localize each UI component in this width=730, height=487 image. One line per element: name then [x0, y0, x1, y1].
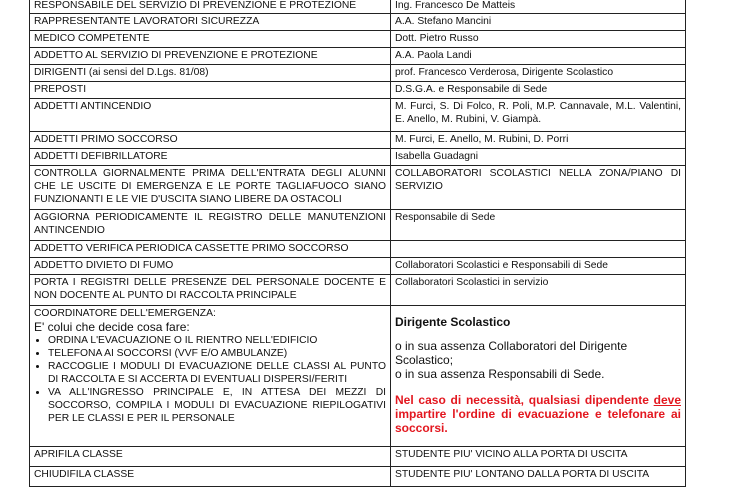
coordinator-row: [30, 306, 686, 447]
role-cell: MEDICO COMPETENTE: [30, 31, 391, 48]
coordinator-task: • RACCOGLIE I MODULI DI EVACUAZIONE DELLE CLASSI AL PUNTO DI RACCOLTA E SI ACCERTA DI EVENTUALI DISPERSI/FERITI: [48, 360, 386, 386]
person-cell: Collaboratori Scolastici in servizio: [391, 275, 686, 306]
table-row: [30, 99, 686, 132]
table-row: [30, 275, 686, 306]
role-cell: CHIUDIFILA CLASSE: [30, 467, 391, 487]
table-row: [30, 65, 686, 82]
coordinator-task-list: [34, 334, 386, 425]
role-cell: AGGIORNA PERIODICAMENTE IL REGISTRO DELLE MANUTENZIONI ANTINCENDIO: [30, 210, 391, 241]
table-row: [30, 467, 686, 487]
coordinator-task: • ORDINA L'EVACUAZIONE O IL RIENTRO NELL'EDIFICIO: [48, 334, 386, 347]
person-cell: Isabella Guadagni: [391, 149, 686, 166]
person-cell: prof. Francesco Verderosa, Dirigente Scolastico: [391, 65, 686, 82]
emergency-note-start: Nel caso di necessità, qualsiasi dipendente: [395, 393, 654, 407]
coordinator-alternate-1: o in sua assenza Collaboratori del Dirigente Scolastico;: [395, 339, 628, 367]
person-cell: M. Furci, E. Anello, M. Rubini, D. Porri: [391, 132, 686, 149]
role-cell: ADDETTO VERIFICA PERIODICA CASSETTE PRIMO SOCCORSO: [30, 241, 391, 258]
role-cell: PREPOSTI: [30, 82, 391, 99]
role-cell: ADDETTI PRIMO SOCCORSO: [30, 132, 391, 149]
role-cell: ADDETTO AL SERVIZIO DI PREVENZIONE E PROTEZIONE: [30, 48, 391, 65]
table-row: [30, 31, 686, 48]
table-row: [30, 166, 686, 210]
emergency-note: [395, 393, 681, 435]
role-cell: RAPPRESENTANTE LAVORATORI SICUREZZA: [30, 14, 391, 31]
role-cell: DIRIGENTI (ai sensi del D.Lgs. 81/08): [30, 65, 391, 82]
coordinator-duties-cell: [30, 306, 391, 447]
emergency-note-underlined: deve: [653, 393, 681, 407]
role-cell: PORTA I REGISTRI DELLE PRESENZE DEL PERSONALE DOCENTE E NON DOCENTE AL PUNTO DI RACCOLTA PRINCIPALE: [30, 275, 391, 306]
table-row: [30, 447, 686, 467]
coordinator-title: COORDINATORE DELL'EMERGENZA:: [34, 308, 216, 319]
coordinator-task: • VA ALL'INGRESSO PRINCIPALE E, IN ATTESA DEI MEZZI DI SOCCORSO, COMPILA I MODULI DI EVACUAZIONE RIEPILOGATIVI PER LE CLASSI E PER IL PERSONALE: [48, 386, 386, 425]
person-cell: M. Furci, S. Di Folco, R. Poli, M.P. Cannavale, M.L. Valentini, E. Anello, M. Rubini, V. Giampà.: [391, 99, 686, 132]
table-row: [30, 258, 686, 275]
table-row: [30, 0, 686, 14]
table-row: [30, 132, 686, 149]
role-cell: CONTROLLA GIORNALMENTE PRIMA DELL'ENTRATA DEGLI ALUNNI CHE LE USCITE DI EMERGENZA E LE PORTE TAGLIAFUOCO SIANO FUNZIONANTI E LE VIE D'USCITA SIANO LIBERE DA OSTACOLI: [30, 166, 391, 210]
coordinator-task: • TELEFONA AI SOCCORSI (VVF E/O AMBULANZE): [48, 347, 386, 360]
person-cell: STUDENTE PIU' VICINO ALLA PORTA DI USCITA: [391, 447, 686, 467]
coordinator-intro: E' colui che decide cosa fare:: [34, 320, 190, 334]
person-cell: D.S.G.A. e Responsabile di Sede: [391, 82, 686, 99]
table-row: [30, 48, 686, 65]
person-cell: COLLABORATORI SCOLASTICI NELLA ZONA/PIANO DI SERVIZIO: [391, 166, 686, 210]
role-cell: ADDETTO DIVIETO DI FUMO: [30, 258, 391, 275]
role-cell: ADDETTI ANTINCENDIO: [30, 99, 391, 132]
person-cell: Dott. Pietro Russo: [391, 31, 686, 48]
role-cell: RESPONSABILE DEL SERVIZIO DI PREVENZIONE E PROTEZIONE: [30, 0, 391, 14]
person-cell: A.A. Stefano Mancini: [391, 14, 686, 31]
person-cell: Collaboratori Scolastici e Responsabili di Sede: [391, 258, 686, 275]
table-row: [30, 14, 686, 31]
role-cell: ADDETTI DEFIBRILLATORE: [30, 149, 391, 166]
table-row: [30, 241, 686, 258]
coordinator-person-cell: [391, 306, 686, 447]
table-row: [30, 210, 686, 241]
role-cell: APRIFILA CLASSE: [30, 447, 391, 467]
coordinator-primary: Dirigente Scolastico: [395, 315, 511, 329]
person-cell: Responsabile di Sede: [391, 210, 686, 241]
coordinator-alternate-2: o in sua assenza Responsabili di Sede.: [395, 367, 605, 381]
safety-roles-table: [29, 0, 686, 487]
person-cell: STUDENTE PIU' LONTANO DALLA PORTA DI USCITA: [391, 467, 686, 487]
person-cell: Ing. Francesco De Matteis: [391, 0, 686, 14]
person-cell: [391, 241, 686, 258]
person-cell: A.A. Paola Landi: [391, 48, 686, 65]
emergency-note-end: impartire l'ordine di evacuazione e telefonare ai soccorsi.: [395, 407, 681, 435]
table-row: [30, 149, 686, 166]
table-row: [30, 82, 686, 99]
